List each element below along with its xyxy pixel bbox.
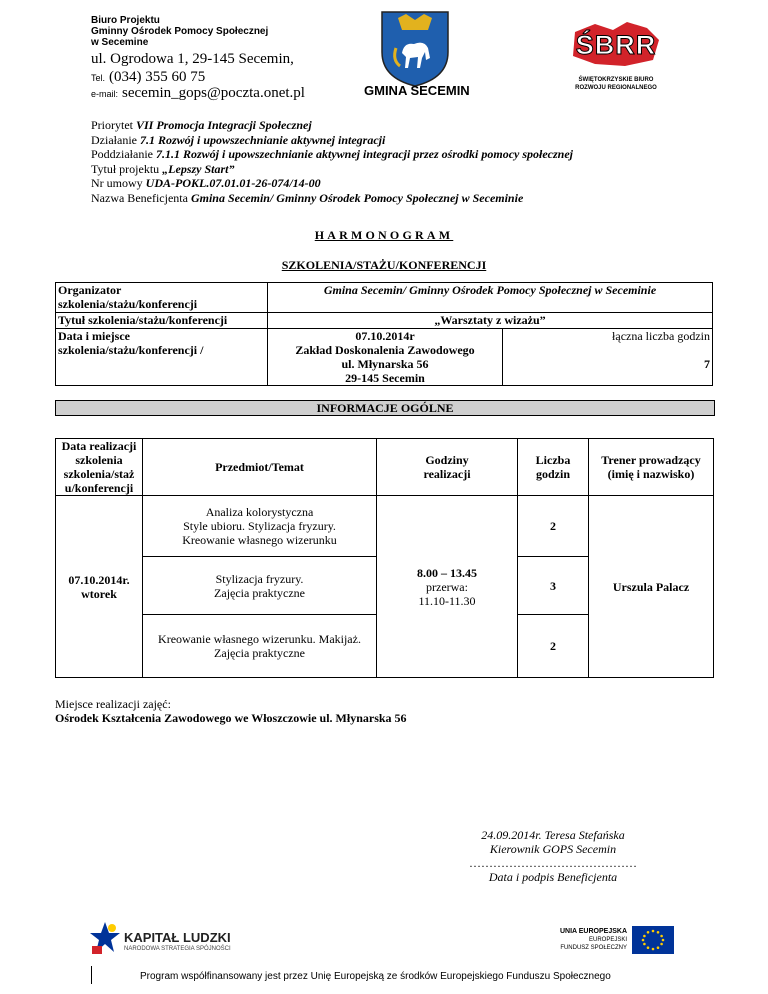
coat-of-arms-logo	[378, 8, 452, 88]
footer-note: Program współfinansowany jest przez Unię Europejską ze środków Europejskiego Funduszu Społecznego	[140, 971, 611, 982]
organizer-value: Gmina Secemin/ Gminny Ośrodek Pomocy Społecznej w Seceminie	[268, 283, 713, 313]
info-header: INFORMACJE OGÓLNE	[55, 400, 715, 416]
project-line: Tytuł projektu „Lepszy Start”	[91, 161, 235, 176]
title-value: „Warsztaty z wizażu”	[268, 313, 713, 329]
session-date: 07.10.2014r. wtorek	[56, 496, 143, 678]
kapital-ludzki-logo: KAPITAŁ LUDZKI NARODOWA STRATEGIA SPÓJNOŚCI	[90, 920, 240, 960]
total-hours: łączna liczba godzin 7	[503, 329, 713, 386]
table-row: Stylizacja fryzury. Zajęcia praktyczne	[143, 557, 377, 615]
col-count-header: Liczba godzin	[518, 439, 589, 496]
title-label: Tytuł szkolenia/stażu/konferencji	[56, 313, 268, 329]
table-row: Kreowanie własnego wizerunku. Makijaż. Zajęcia praktyczne	[143, 615, 377, 678]
signature-block: 24.09.2014r. Teresa Stefańska Kierownik GOPS Secemin …………………………………… Data i podpis Beneficjenta	[469, 828, 637, 884]
project-line: Nazwa Beneficjenta Gmina Secemin/ Gminny Ośrodek Pomocy Społecznej w Seceminie	[91, 190, 524, 205]
org-email: e-mail: secemin_gops@poczta.onet.pl	[91, 85, 305, 101]
project-info	[91, 118, 751, 205]
col-trainer-header: Trener prowadzący (imię i nazwisko)	[589, 439, 714, 496]
summary-table	[55, 282, 713, 386]
sbrr-logo: ŚBRR	[565, 20, 665, 70]
col-subject-header: Przedmiot/Temat	[143, 439, 377, 496]
project-line: Poddziałanie 7.1.1 Rozwój i upowszechnianie aktywnej integracji przez ośrodki pomocy społecznej	[91, 147, 574, 161]
org-name: Biuro Projektu Gminny Ośrodek Pomocy Społecznej w Secemine	[91, 15, 269, 48]
org-phone: Tel. (034) 355 60 75	[91, 69, 206, 85]
document-subtitle: SZKOLENIA/STAŻU/KONFERENCJI	[281, 258, 487, 272]
date-place-label: Data i miejsce szkolenia/stażu/konferencji /	[56, 329, 268, 386]
eu-label: UNIA EUROPEJSKA EUROPEJSKI FUNDUSZ SPOŁECZNY	[559, 928, 627, 951]
gmina-label: GMINA SECEMIN	[364, 83, 470, 98]
row-hours: 2	[518, 615, 589, 678]
project-line: Priorytet VII Promocja Integracji Społecznej	[91, 118, 312, 132]
row-hours: 3	[518, 557, 589, 615]
date-place-value: 07.10.2014r Zakład Doskonalenia Zawodowego ul. Młynarska 56 29-145 Secemin	[268, 329, 503, 386]
sbrr-name: ŚWIĘTOKRZYSKIE BIURO ROZWOJU REGIONALNEGO	[575, 77, 657, 91]
project-line: Nr umowy UDA-POKL.07.01.01-26-074/14-00	[91, 176, 321, 190]
session-time: 8.00 – 13.45 przerwa: 11.10-11.30	[377, 496, 518, 678]
col-hours-header: Godziny realizacji	[377, 439, 518, 496]
eu-flag-icon	[632, 926, 674, 954]
location: Miejsce realizacji zajęć: Ośrodek Kształcenia Zawodowego we Włoszczowie ul. Młynarska 56	[55, 697, 407, 725]
row-hours: 2	[518, 496, 589, 557]
org-address: ul. Ogrodowa 1, 29-145 Secemin,	[91, 51, 294, 67]
schedule-table	[55, 438, 714, 678]
kl-divider	[91, 966, 92, 984]
project-line: Działanie 7.1 Rozwój i upowszechnianie aktywnej integracji	[91, 132, 386, 147]
document-title: HARMONOGRAM	[314, 228, 454, 242]
col-date-header: Data realizacji szkolenia szkolenia/staż u/konferencji	[56, 439, 143, 496]
table-row: Analiza kolorystyczna Style ubioru. Stylizacja fryzury. Kreowanie własnego wizerunku	[143, 496, 377, 557]
organizer-label: Organizator szkolenia/stażu/konferencji	[56, 283, 268, 313]
trainer-name: Urszula Palacz	[589, 496, 714, 678]
